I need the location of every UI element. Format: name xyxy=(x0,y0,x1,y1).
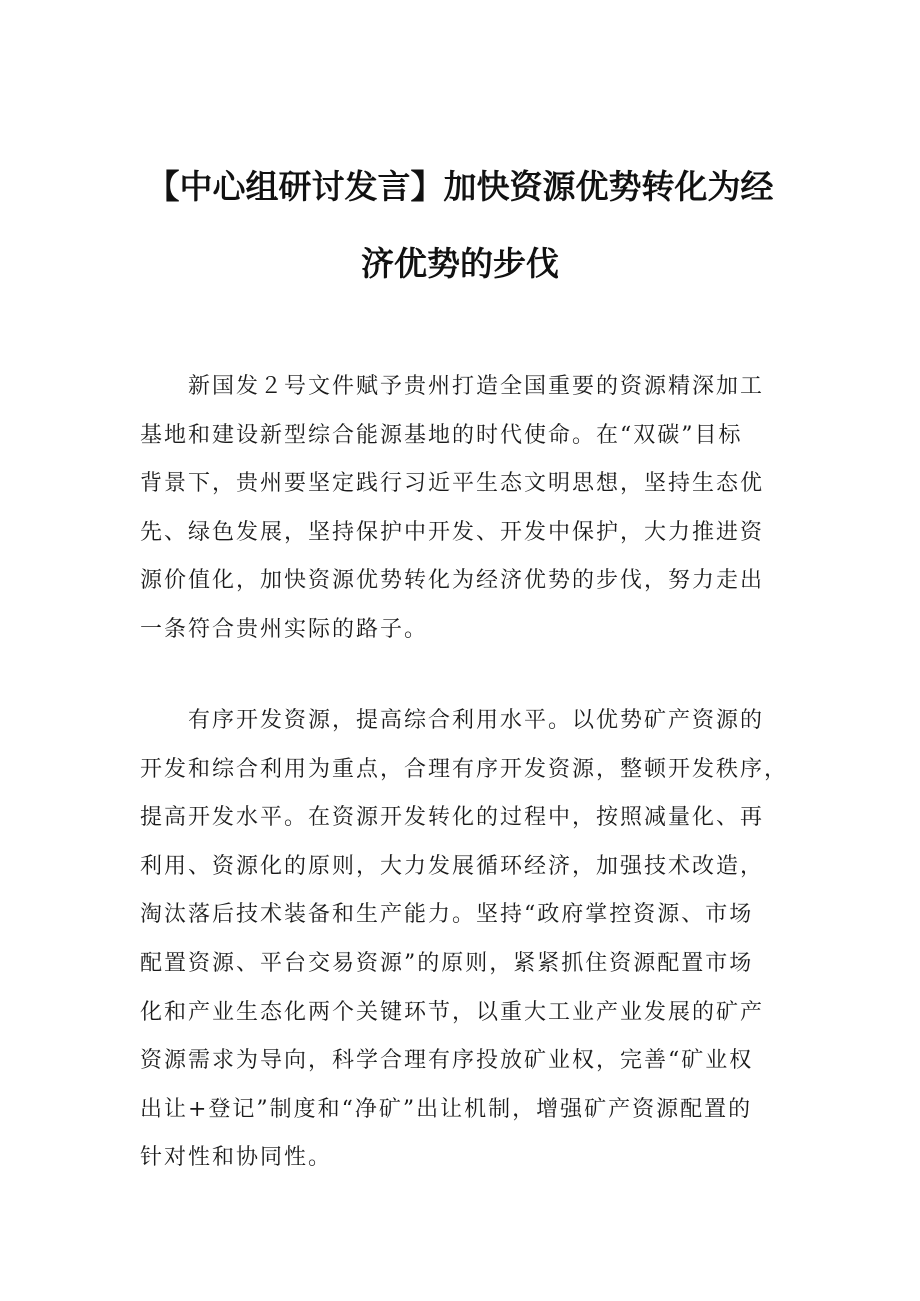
paragraph-line: 淘汰落后技术装备和生产能力。坚持“政府掌控资源、市场 xyxy=(140,902,754,928)
paragraph-2 xyxy=(140,697,800,1183)
paragraph-line: 基地和建设新型综合能源基地的时代使命。在“双碳”目标 xyxy=(140,422,743,448)
title-line-2: 济优势的步伐 xyxy=(361,244,559,283)
paragraph-line: 针对性和协同性。 xyxy=(140,1145,333,1171)
paragraph-1 xyxy=(140,363,800,655)
paragraph-line: 利用、资源化的原则，大力发展循环经济，加强技术改造， xyxy=(140,853,765,879)
paragraph-line: 有序开发资源，提高综合利用水平。以优势矿产资源的 xyxy=(188,708,765,733)
paragraph-line: 先、绿色发展，坚持保护中开发、开发中保护，大力推进资 xyxy=(140,519,765,545)
paragraph-line: 一条符合贵州实际的路子。 xyxy=(140,616,429,642)
paragraph-line: 背景下，贵州要坚定践行习近平生态文明思想，坚持生态优 xyxy=(140,471,765,497)
title-line-1: 【中心组研讨发言】加快资源优势转化为经 xyxy=(146,167,774,206)
paragraph-line: 新国发２号文件赋予贵州打造全国重要的资源精深加工 xyxy=(188,374,765,399)
paragraph-line: 源价值化，加快资源优势转化为经济优势的步伐，努力走出 xyxy=(140,568,765,594)
paragraph-line: 资源需求为导向，科学合理有序投放矿业权，完善“矿业权 xyxy=(140,1048,754,1074)
paragraph-line: 提高开发水平。在资源开发转化的过程中，按照减量化、再 xyxy=(140,805,765,831)
paragraph-line: 出让+登记”制度和“净矿”出让机制，增强矿产资源配置的 xyxy=(140,1096,753,1122)
paragraph-line: 配置资源、平台交易资源”的原则，紧紧抓住资源配置市场 xyxy=(140,950,754,976)
paragraph-line: 开发和综合利用为重点，合理有序开发资源，整顿开发秩序， xyxy=(140,756,789,782)
paragraph-line: 化和产业生态化两个关键环节，以重大工业产业发展的矿产 xyxy=(140,999,765,1025)
document-title xyxy=(100,148,820,302)
